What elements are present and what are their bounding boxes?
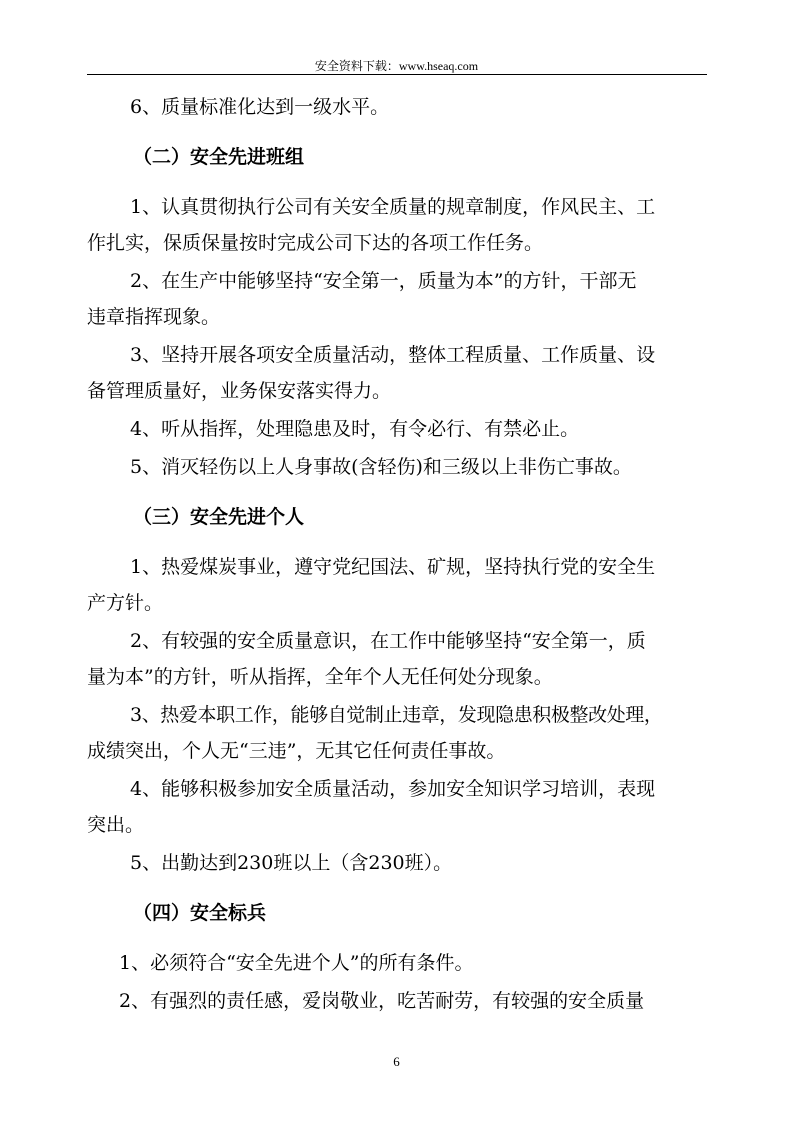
section-heading: （三）安全先进个人 bbox=[133, 506, 305, 528]
paragraph: 2、在生产中能够坚持“安全第一，质量为本”的方针，干部无 bbox=[130, 270, 637, 292]
page-number: 6 bbox=[393, 1054, 400, 1069]
paragraph: 5、消灭轻伤以上人身事故(含轻伤)和三级以上非伤亡事故。 bbox=[130, 456, 632, 478]
paragraph: 6、质量标准化达到一级水平。 bbox=[130, 96, 390, 118]
paragraph: 5、出勤达到230班以上（含230班）。 bbox=[130, 852, 453, 874]
paragraph: 1、认真贯彻执行公司有关安全质量的规章制度，作风民主、工 bbox=[130, 196, 656, 218]
paragraph: 产方针。 bbox=[87, 592, 164, 614]
header-rule bbox=[87, 74, 707, 75]
paragraph: 突出。 bbox=[87, 814, 145, 836]
paragraph: 备管理质量好，业务保安落实得力。 bbox=[87, 380, 392, 402]
paragraph: 2、有较强的安全质量意识，在工作中能够坚持“安全第一，质 bbox=[130, 630, 646, 652]
section-heading: （四）安全标兵 bbox=[133, 902, 267, 924]
paragraph: 1、热爱煤炭事业，遵守党纪国法、矿规，坚持执行党的安全生 bbox=[130, 556, 656, 578]
paragraph: 1、必须符合“安全先进个人”的所有条件。 bbox=[119, 952, 474, 974]
paragraph: 2、有强烈的责任感，爱岗敬业，吃苦耐劳，有较强的安全质量 bbox=[119, 990, 645, 1012]
paragraph: 作扎实，保质保量按时完成公司下达的各项工作任务。 bbox=[87, 232, 544, 254]
paragraph: 量为本”的方针，听从指挥，全年个人无任何处分现象。 bbox=[87, 666, 553, 688]
paragraph: 3、坚持开展各项安全质量活动，整体工程质量、工作质量、设 bbox=[130, 344, 656, 366]
paragraph: 4、能够积极参加安全质量活动，参加安全知识学习培训，表现 bbox=[130, 778, 656, 800]
section-heading: （二）安全先进班组 bbox=[133, 146, 305, 168]
paragraph: 成绩突出，个人无“三违”，无其它任何责任事故。 bbox=[87, 740, 506, 762]
page-header: 安全资料下载：www.hseaq.com bbox=[314, 59, 479, 73]
paragraph: 违章指挥现象。 bbox=[87, 306, 221, 328]
paragraph: 3、热爱本职工作，能够自觉制止违章，发现隐患积极整改处理， bbox=[130, 704, 663, 726]
paragraph: 4、听从指挥，处理隐患及时，有令必行、有禁必止。 bbox=[130, 418, 580, 440]
